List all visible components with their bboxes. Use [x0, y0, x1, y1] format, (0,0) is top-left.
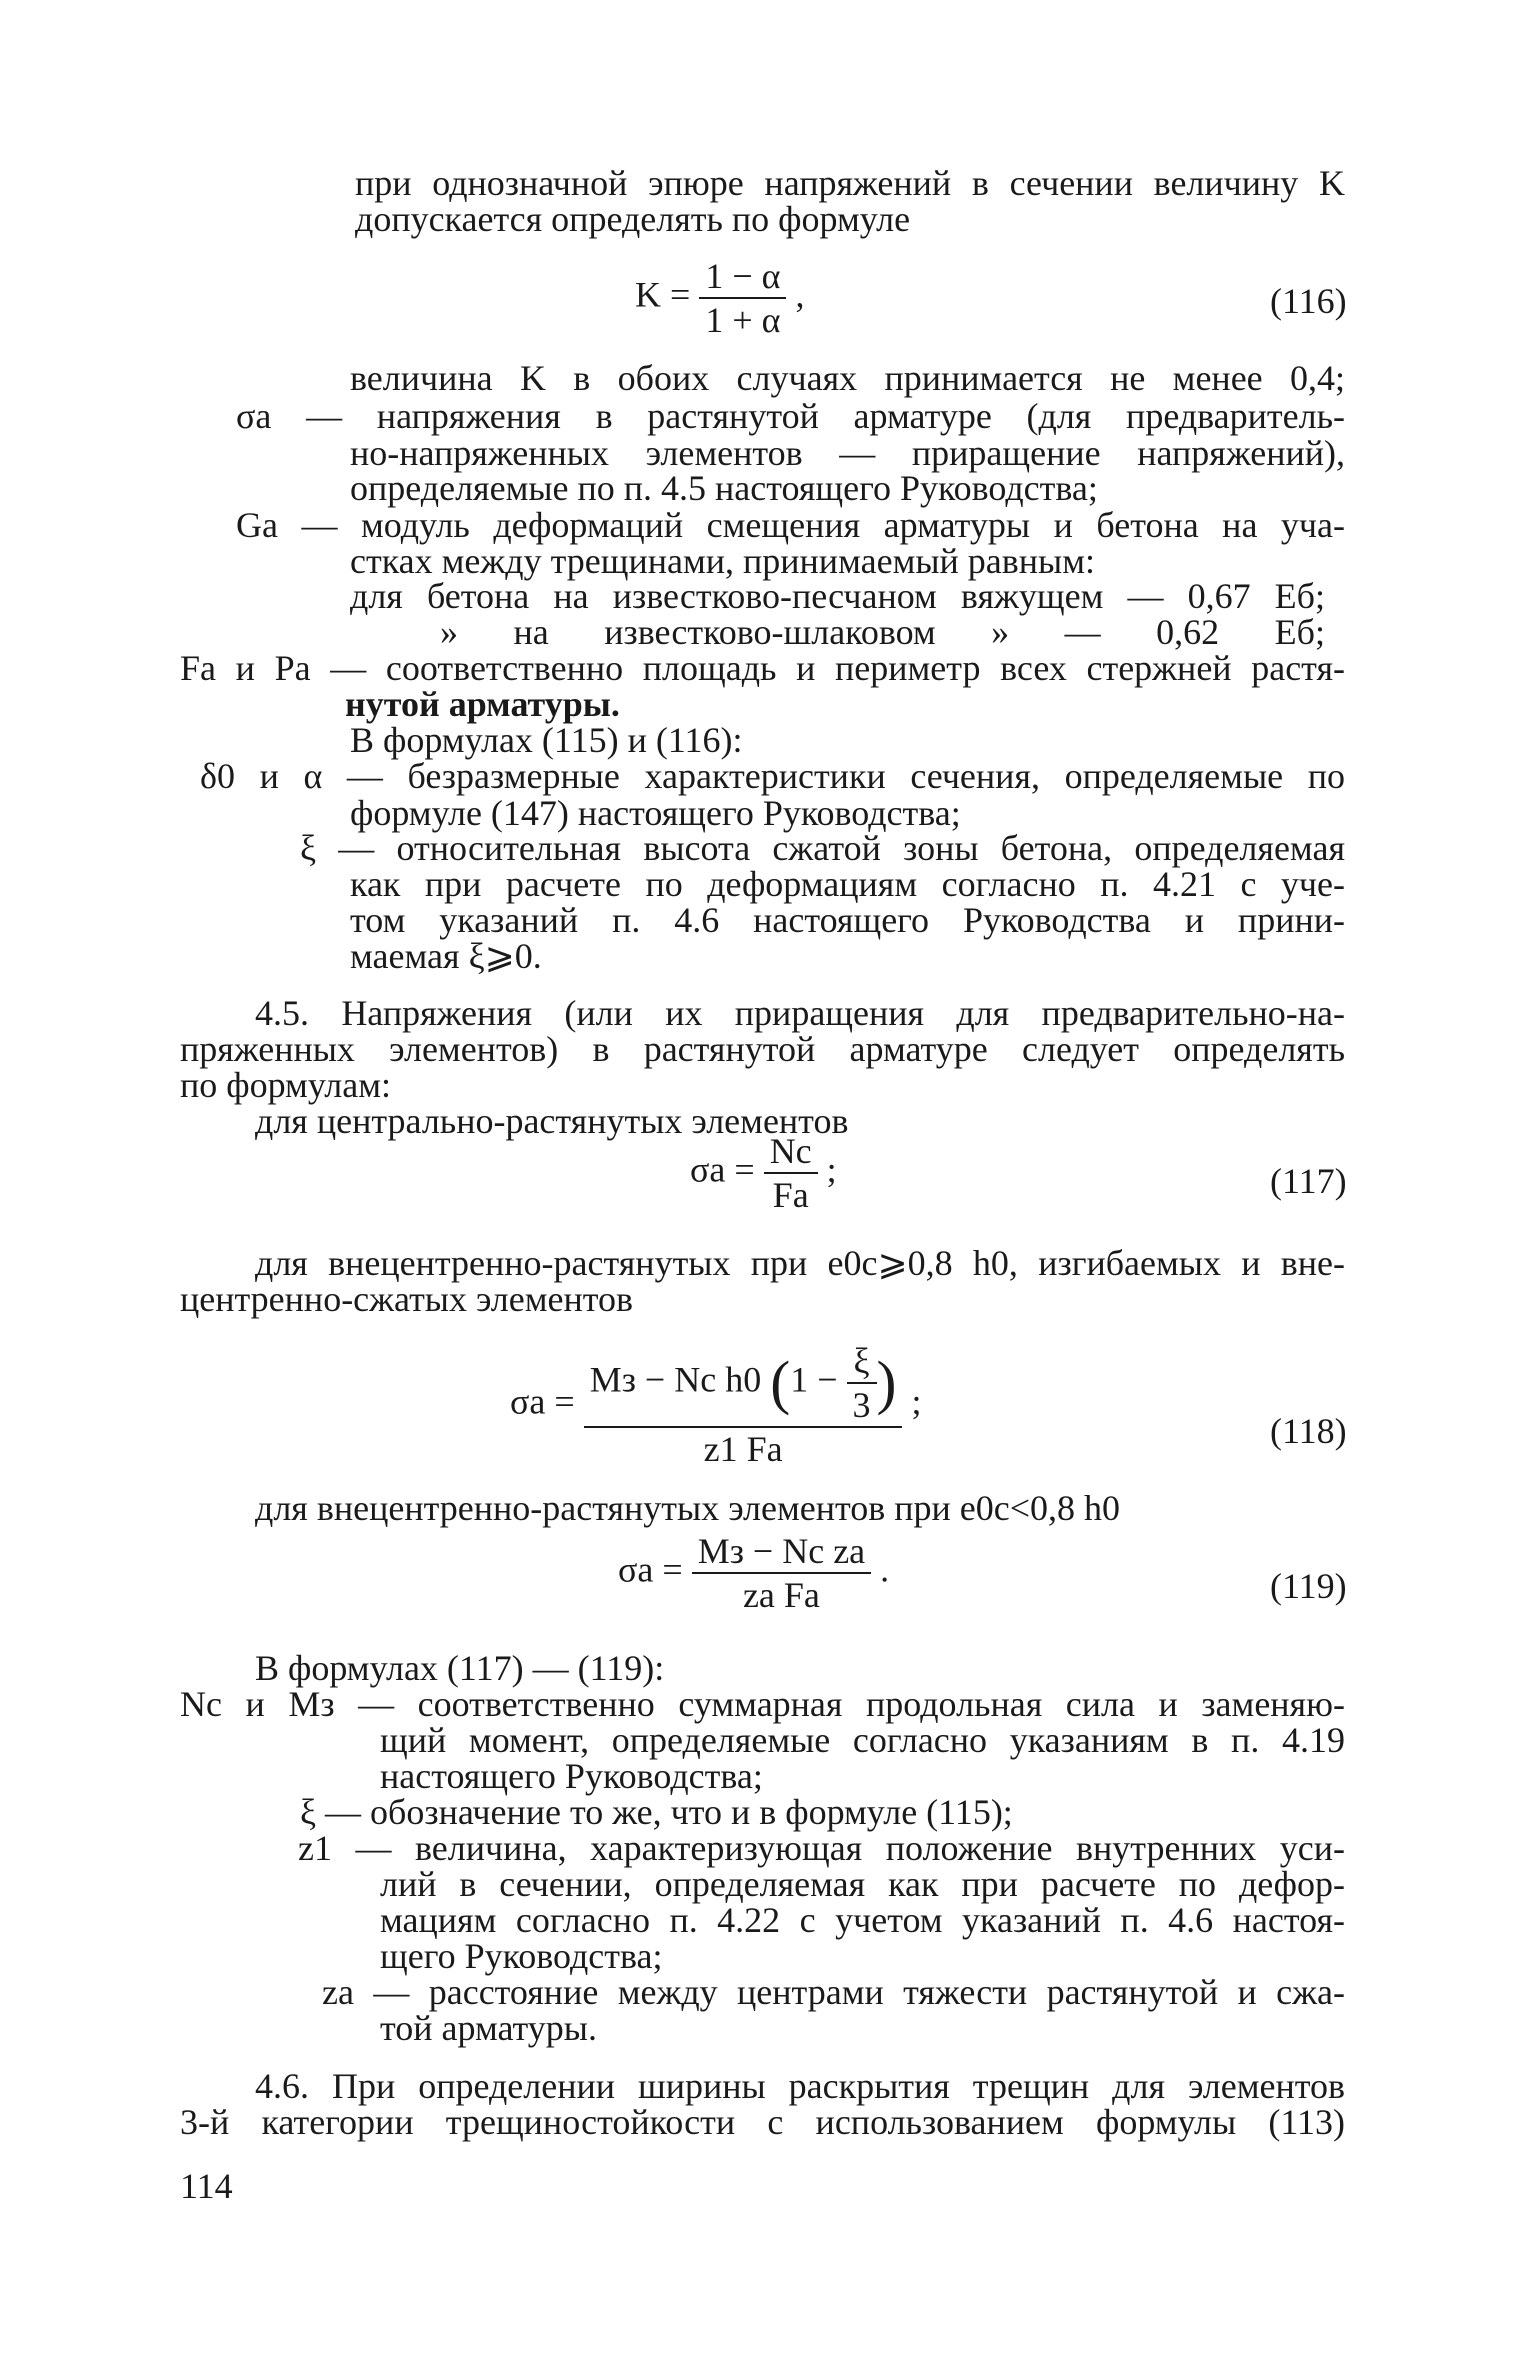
text-line: 4.6. При определении ширины раскрытия трещин для элементов — [255, 2066, 1345, 2106]
text-line: Fа и Pа — соответственно площадь и периметр всех стержней растя- — [180, 648, 1345, 688]
text-line: маемая ξ⩾0. — [350, 936, 542, 976]
text-line: Gа — модуль деформаций смещения арматуры и бетона на уча- — [236, 505, 1345, 545]
inner-term: 1 − — [790, 1359, 838, 1400]
text-line: при однозначной эпюре напряжений в сечении величину K — [355, 163, 1345, 203]
inner-denominator: 3 — [847, 1382, 877, 1426]
text-line: zа — расстояние между центрами тяжести растянутой и сжа- — [322, 1972, 1345, 2012]
fraction-numerator: 1 − α — [705, 256, 781, 296]
text-line: стках между трещинами, принимаемый равным: — [350, 541, 1096, 581]
text-line: для внецентренно-растянутых при e0с⩾0,8 h0, изгибаемых и вне- — [255, 1243, 1345, 1283]
text-line: В формулах (115) и (116): — [350, 720, 743, 760]
formula-lhs: σа = — [510, 1381, 575, 1422]
fraction — [764, 1130, 818, 1216]
inner-fraction — [847, 1340, 877, 1426]
equation-number: (118) — [1270, 1411, 1347, 1451]
text-line: для бетона на известково-песчаном вяжущем — 0,67 Eб; — [350, 576, 1325, 616]
text-line: настоящего Руководства; — [380, 1756, 763, 1796]
formula-lhs: σа = — [618, 1549, 683, 1590]
formula-lhs: σа = — [690, 1149, 755, 1190]
fraction-numerator — [584, 1340, 903, 1426]
text-line: пряженных элементов) в растянутой арматуре следует определять — [180, 1029, 1345, 1069]
text-line: щий момент, определяемые согласно указаниям в п. 4.19 — [380, 1720, 1345, 1760]
paren-open: ( — [770, 1349, 791, 1416]
fraction-numerator: Mз − Nс zа — [697, 1531, 866, 1571]
text-line: для внецентренно-растянутых элементов при e0с<0,8 h0 — [255, 1488, 1121, 1528]
text-line: В формулах (117) — (119): — [255, 1648, 665, 1688]
text-line: как при расчете по деформациям согласно п. 4.21 с уче- — [350, 864, 1345, 904]
text-line: для центрально-растянутых элементов — [255, 1101, 849, 1141]
equation-number: (116) — [1270, 281, 1347, 321]
equation-number: (117) — [1270, 1161, 1347, 1201]
text-line: но-напряженных элементов — приращение напряжений), — [350, 433, 1345, 473]
text-line: допускается определять по формуле — [355, 199, 911, 239]
numerator-term: Mз − Nс h0 — [589, 1359, 762, 1400]
inner-numerator: ξ — [853, 1341, 870, 1381]
text-line: 3-й категории трещиностойкости с использованием формулы (113) — [180, 2102, 1345, 2142]
text-line: z1 — величина, характеризующая положение внутренних уси- — [298, 1828, 1345, 1868]
fraction-numerator: Nс — [769, 1131, 812, 1171]
formula-punct: . — [880, 1549, 890, 1590]
text-line: нутой арматуры. — [345, 684, 620, 724]
equation-number: (119) — [1270, 1566, 1347, 1606]
formula-punct: , — [795, 274, 805, 315]
text-line: δ0 и α — безразмерные характеристики сечения, определяемые по — [200, 756, 1345, 796]
text-line: » на известково-шлаковом » — 0,62 Eб; — [440, 612, 1325, 652]
text-line: центренно-сжатых элементов — [180, 1279, 634, 1319]
text-line: щего Руководства; — [380, 1936, 663, 1976]
formula-116 — [635, 255, 804, 341]
text-line: формуле (147) настоящего Руководства; — [350, 793, 961, 833]
text-line: σа — напряжения в растянутой арматуре (для предваритель- — [236, 396, 1345, 436]
fraction — [584, 1340, 903, 1470]
formula-punct: ; — [826, 1149, 837, 1190]
text-line: ξ — относительная высота сжатой зоны бетона, определяемая — [300, 828, 1345, 868]
formula-117 — [690, 1130, 837, 1216]
paren-close: ) — [876, 1349, 897, 1416]
fraction-denominator: z1 Fа — [584, 1426, 903, 1470]
formula-punct: ; — [911, 1381, 922, 1422]
fraction-denominator: 1 + α — [699, 297, 786, 341]
text-line: 4.5. Напряжения (или их приращения для предварительно-на- — [255, 993, 1345, 1033]
formula-lhs: K = — [635, 274, 691, 315]
text-line: Nс и Mз — соответственно суммарная продольная сила и заменяю- — [180, 1684, 1345, 1724]
fraction-denominator: zа Fа — [692, 1572, 871, 1616]
text-line: мациям согласно п. 4.22 с учетом указаний п. 4.6 настоя- — [380, 1900, 1345, 1940]
fraction-denominator: Fа — [764, 1172, 818, 1216]
text-line: ξ — обозначение то же, что и в формуле (115); — [300, 1792, 1013, 1832]
formula-118 — [510, 1340, 922, 1470]
page-number: 114 — [180, 2166, 233, 2206]
formula-119 — [618, 1530, 889, 1616]
text-line: том указаний п. 4.6 настоящего Руководства и прини- — [350, 900, 1345, 940]
fraction — [692, 1530, 871, 1616]
text-line: лий в сечении, определяемая как при расчете по дефор- — [380, 1864, 1345, 1904]
text-line: по формулам: — [180, 1065, 391, 1105]
text-line: той арматуры. — [380, 2008, 597, 2048]
fraction — [699, 255, 786, 341]
text-line: определяемые по п. 4.5 настоящего Руководства; — [350, 468, 1098, 508]
text-line: величина K в обоих случаях принимается не менее 0,4; — [350, 358, 1345, 398]
